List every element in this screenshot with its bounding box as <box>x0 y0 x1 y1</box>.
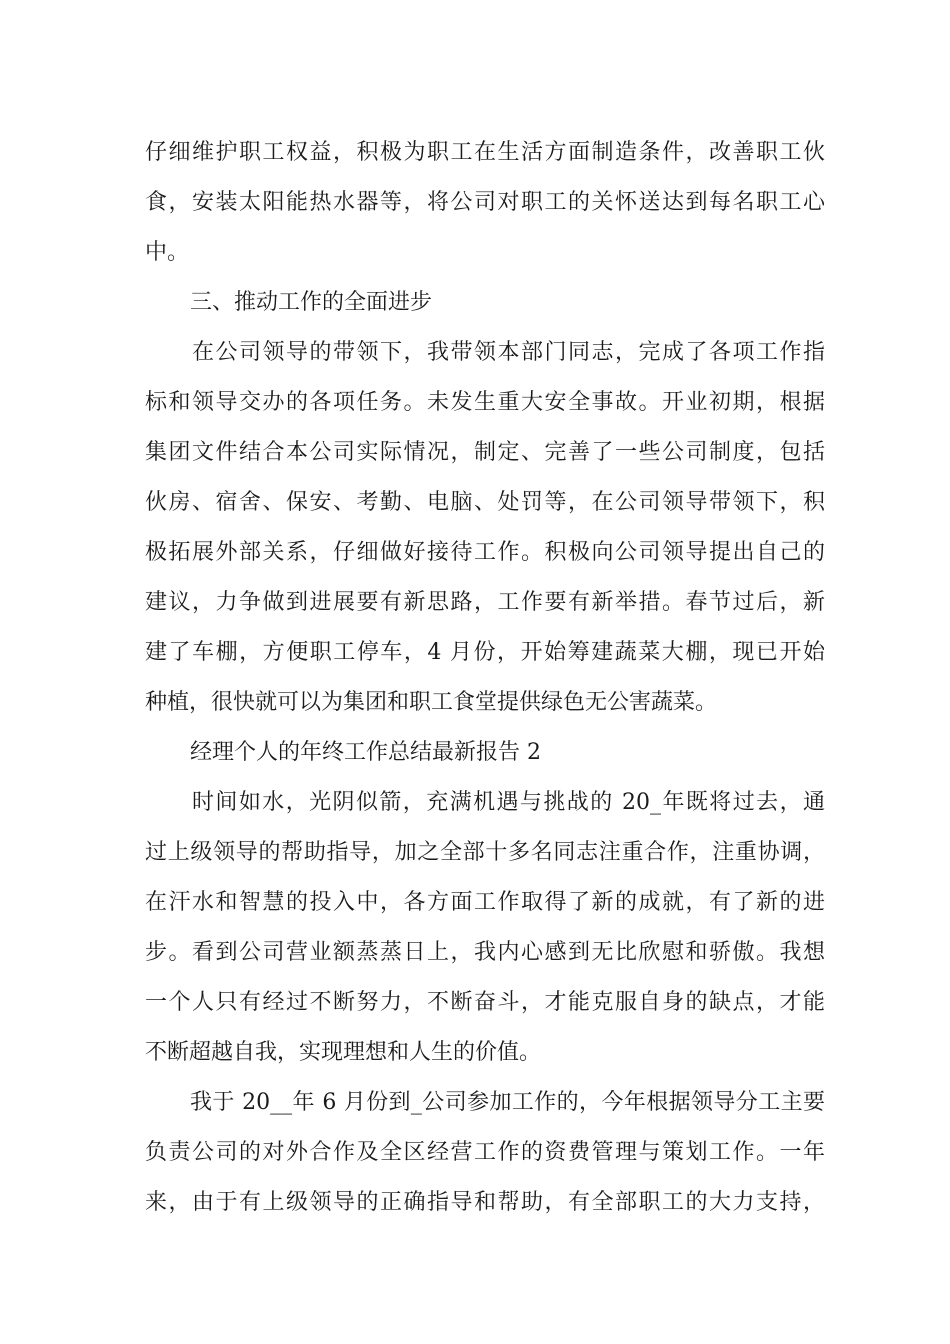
body-line: 中。 <box>145 240 190 265</box>
body-line: 时间如水，光阴似箭，充满机遇与挑战的 20_年既将过去，通 <box>192 790 825 815</box>
body-line: 食，安装太阳能热水器等，将公司对职工的关怀送达到每名职工心 <box>145 190 825 215</box>
body-line: 我于 20__年 6 月份到_公司参加工作的，今年根据领导分工主要 <box>190 1090 825 1115</box>
report-title: 经理个人的年终工作总结最新报告 2 <box>190 740 541 765</box>
body-line: 集团文件结合本公司实际情况，制定、完善了一些公司制度，包括 <box>145 440 825 465</box>
body-line: 建了车棚，方便职工停车，4 月份，开始筹建蔬菜大棚，现已开始 <box>145 640 825 665</box>
body-line: 种植，很快就可以为集团和职工食堂提供绿色无公害蔬菜。 <box>145 690 718 715</box>
body-line: 在公司领导的带领下，我带领本部门同志，完成了各项工作指 <box>192 340 825 365</box>
body-line: 仔细维护职工权益，积极为职工在生活方面制造条件，改善职工伙 <box>145 140 825 165</box>
body-line: 标和领导交办的各项任务。未发生重大安全事故。开业初期，根据 <box>145 390 825 415</box>
body-line: 伙房、宿舍、保安、考勤、电脑、处罚等，在公司领导带领下，积 <box>145 490 825 515</box>
body-line: 极拓展外部关系，仔细做好接待工作。积极向公司领导提出自己的 <box>145 540 825 565</box>
section-heading: 三、推动工作的全面进步 <box>190 290 433 315</box>
body-line: 过上级领导的帮助指导，加之全部十多名同志注重合作，注重协调， <box>145 840 825 865</box>
body-line: 一个人只有经过不断努力，不断奋斗，才能克服自身的缺点，才能 <box>145 990 825 1015</box>
body-line: 负责公司的对外合作及全区经营工作的资费管理与策划工作。一年 <box>145 1140 825 1165</box>
body-line: 在汗水和智慧的投入中，各方面工作取得了新的成就，有了新的进 <box>145 890 825 915</box>
body-line: 步。看到公司营业额蒸蒸日上，我内心感到无比欣慰和骄傲。我想 <box>145 940 825 965</box>
body-line: 来，由于有上级领导的正确指导和帮助，有全部职工的大力支持， <box>145 1190 825 1215</box>
body-line: 建议，力争做到进展要有新思路，工作要有新举措。春节过后，新 <box>145 590 825 615</box>
body-line: 不断超越自我，实现理想和人生的价值。 <box>145 1040 542 1065</box>
